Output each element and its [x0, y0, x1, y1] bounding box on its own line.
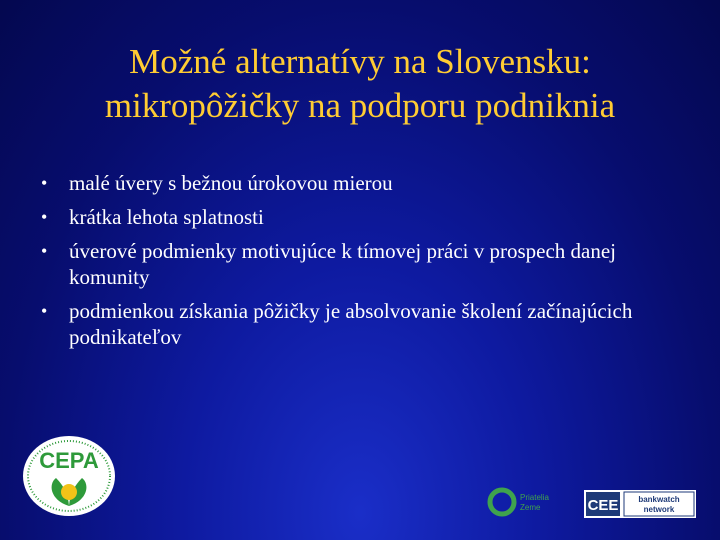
bullet-dot: •	[41, 207, 48, 227]
bullet-text: úverové podmienky motivujúce k tímovej práci v prospech danej komunity	[69, 239, 617, 289]
cee-bankwatch-logo	[584, 490, 696, 518]
bullet-text: krátka lehota splatnosti	[69, 205, 264, 229]
bullet-dot: •	[41, 301, 48, 321]
bankwatch-line-2: network	[643, 505, 675, 514]
cee-logo-text: CEE	[587, 497, 619, 514]
cepa-logo-text: CEPA	[39, 448, 99, 473]
slide-title	[0, 40, 720, 128]
bullet-list	[40, 170, 670, 358]
bullet-dot: •	[41, 173, 48, 193]
priatelia-zeme-logo	[486, 486, 578, 518]
bullet-item	[40, 204, 670, 230]
priatelia-zeme-line-1: Priatelia	[520, 493, 549, 502]
bullet-item	[40, 298, 670, 350]
bullet-item	[40, 238, 670, 290]
cepa-logo	[20, 434, 118, 518]
earth-ring-icon	[490, 490, 514, 514]
bankwatch-line-1: bankwatch	[638, 495, 680, 504]
title-line-1: Možné alternatívy na Slovensku:	[129, 42, 591, 81]
bullet-dot: •	[41, 241, 48, 261]
title-line-2: mikropôžičky na podporu podniknia	[104, 86, 616, 125]
bullet-item	[40, 170, 670, 196]
bullet-text: malé úvery s bežnou úrokovou mierou	[69, 171, 393, 195]
bullet-text: podmienkou získania pôžičky je absolvovanie školení začínajúcich podnikateľov	[69, 299, 633, 349]
cepa-sun-icon	[61, 484, 77, 500]
priatelia-zeme-line-2: Zeme	[520, 503, 541, 512]
